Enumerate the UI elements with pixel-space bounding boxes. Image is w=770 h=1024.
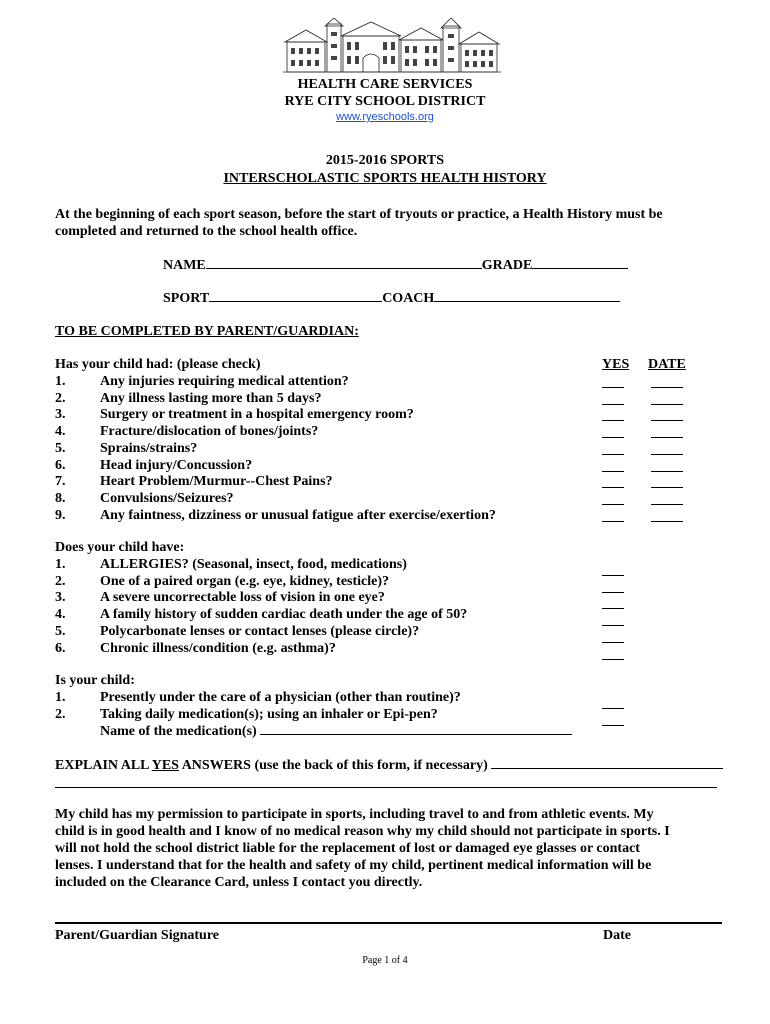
website-link[interactable]: www.ryeschools.org xyxy=(336,111,434,123)
q1-date-field-line[interactable] xyxy=(651,404,683,405)
name-field[interactable] xyxy=(206,256,482,269)
q1-item-number: 8. xyxy=(55,490,66,506)
q1-item-number: 3. xyxy=(55,407,66,423)
q1-yes-checkbox-line[interactable] xyxy=(602,471,624,472)
q1-item-text: Sprains/strains? xyxy=(100,440,198,456)
q2-item-number: 3. xyxy=(55,590,66,606)
q3-item-text: Presently under the care of a physician (other than routine)? xyxy=(100,690,461,705)
intro-line-1: At the beginning of each sport season, before the start of tryouts or practice, a Health History must be xyxy=(55,207,663,222)
coach-field[interactable] xyxy=(434,289,620,302)
q1-yes-checkbox-line[interactable] xyxy=(602,487,624,488)
q2-item-text: Polycarbonate lenses or contact lenses (please circle)? xyxy=(100,623,420,639)
q1-item-text: Any faintness, dizziness or unusual fatigue after exercise/exertion? xyxy=(100,507,496,523)
yes-column-header: YES xyxy=(602,357,630,372)
q1-item-text: Head injury/Concussion? xyxy=(100,457,253,473)
header-title-district: RYE CITY SCHOOL DISTRICT xyxy=(284,94,486,109)
q1-yes-checkbox-line[interactable] xyxy=(602,404,624,405)
parent-signature-label: Parent/Guardian Signature xyxy=(55,928,220,943)
q3-item-number: 1. xyxy=(55,690,66,705)
q2-heading: Does your child have: xyxy=(55,540,185,555)
q1-item-number: 1. xyxy=(55,374,66,389)
year-title: 2015-2016 SPORTS xyxy=(325,153,445,168)
q1-date-field-line[interactable] xyxy=(651,487,683,488)
q2-yes-checkbox-line[interactable] xyxy=(602,608,624,609)
q1-item-number: 5. xyxy=(55,440,66,456)
grade-label: GRADE xyxy=(481,258,533,273)
q2-item-text: One of a paired organ (e.g. eye, kidney, testicle)? xyxy=(100,573,390,589)
q2-yes-checkbox-line[interactable] xyxy=(602,575,624,576)
signature-date-label: Date xyxy=(603,928,631,943)
q2-item-number: 1. xyxy=(55,557,66,572)
permission-line-5: included on the Clearance Card, unless I contact you directly. xyxy=(55,875,423,890)
q1-item-number: 6. xyxy=(55,457,66,473)
q2-item-number: 2. xyxy=(55,573,66,589)
form-title: INTERSCHOLASTIC SPORTS HEALTH HISTORY xyxy=(223,171,547,186)
permission-line-4: lenses. I understand that for the health and safety of my child, pertinent medical information will be xyxy=(55,858,652,873)
q1-yes-checkbox-line[interactable] xyxy=(602,521,624,522)
q2-item-number: 6. xyxy=(55,640,66,656)
q2-yes-checkbox-line[interactable] xyxy=(602,642,624,643)
explain-field[interactable] xyxy=(491,756,723,769)
medication-name-label: Name of the medication(s) xyxy=(100,724,257,739)
q2-yes-checkbox-line[interactable] xyxy=(602,592,624,593)
q1-yes-checkbox-line[interactable] xyxy=(602,504,624,505)
q1-date-field-line[interactable] xyxy=(651,454,683,455)
q1-date-field-line[interactable] xyxy=(651,437,683,438)
explain-suffix: ANSWERS (use the back of this form, if necessary) xyxy=(178,758,488,773)
name-label: NAME xyxy=(163,258,206,273)
q1-date-field-line[interactable] xyxy=(651,471,683,472)
q1-heading: Has your child had: (please check) xyxy=(55,357,261,372)
signature-line[interactable] xyxy=(55,922,722,924)
intro-line-2: completed and returned to the school health office. xyxy=(55,224,358,239)
header-title-health-care: HEALTH CARE SERVICES xyxy=(297,77,473,92)
q2-yes-checkbox-line[interactable] xyxy=(602,625,624,626)
q1-date-field-line[interactable] xyxy=(651,504,683,505)
q3-item-text: Taking daily medication(s); using an inhaler or Epi-pen? xyxy=(100,706,438,722)
grade-field[interactable] xyxy=(532,256,628,269)
q1-item-text: Heart Problem/Murmur--Chest Pains? xyxy=(100,474,333,490)
name-grade-row xyxy=(163,256,628,274)
q1-item-text: Any illness lasting more than 5 days? xyxy=(100,390,322,406)
q1-date-field-line[interactable] xyxy=(651,521,683,522)
medication-name-field[interactable] xyxy=(260,722,572,735)
explain-field-line-2[interactable] xyxy=(55,787,717,788)
coach-label: COACH xyxy=(382,291,435,306)
explain-yes-word: YES xyxy=(151,758,179,773)
q2-item-number: 4. xyxy=(55,607,66,623)
date-column-header: DATE xyxy=(648,357,686,372)
section-parent-heading: TO BE COMPLETED BY PARENT/GUARDIAN: xyxy=(55,324,359,339)
q1-yes-checkbox-line[interactable] xyxy=(602,387,624,388)
sport-label: SPORT xyxy=(163,291,210,306)
q1-item-number: 4. xyxy=(55,424,66,440)
q1-yes-checkbox-line[interactable] xyxy=(602,437,624,438)
q1-item-text: Surgery or treatment in a hospital emergency room? xyxy=(100,407,414,423)
q2-item-text: A severe uncorrectable loss of vision in one eye? xyxy=(100,590,385,606)
q1-yes-checkbox-line[interactable] xyxy=(602,454,624,455)
q3-yes-checkbox-line[interactable] xyxy=(602,708,624,709)
q3-heading: Is your child: xyxy=(55,673,135,688)
q1-date-field-line[interactable] xyxy=(651,387,683,388)
q1-yes-checkbox-line[interactable] xyxy=(602,420,624,421)
q1-item-text: Fracture/dislocation of bones/joints? xyxy=(100,424,319,440)
explain-row xyxy=(55,756,723,774)
explain-prefix: EXPLAIN ALL xyxy=(55,758,152,773)
q3-yes-checkbox-line[interactable] xyxy=(602,725,624,726)
permission-line-1: My child has my permission to participate in sports, including travel to and from athletic events. My xyxy=(55,807,654,822)
school-building-logo xyxy=(283,18,501,74)
q1-item-text: Convulsions/Seizures? xyxy=(100,490,234,506)
q2-yes-checkbox-line[interactable] xyxy=(602,659,624,660)
sport-coach-row xyxy=(163,289,620,307)
q2-item-number: 5. xyxy=(55,623,66,639)
q1-item-text: Any injuries requiring medical attention? xyxy=(100,374,349,389)
permission-line-3: will not hold the school district liable for the replacement of lost or damaged eye glasses or contact xyxy=(55,841,640,856)
q1-date-field-line[interactable] xyxy=(651,420,683,421)
permission-line-2: child is in good health and I know of no medical reason why my child should not participate in sports. I xyxy=(55,824,670,839)
page-number: Page 1 of 4 xyxy=(362,955,408,966)
sport-field[interactable] xyxy=(209,289,382,302)
q3-item-number: 2. xyxy=(55,706,66,722)
q1-item-number: 9. xyxy=(55,507,66,523)
q2-item-text: Chronic illness/condition (e.g. asthma)? xyxy=(100,640,336,656)
medication-row xyxy=(100,722,572,740)
q2-item-text: ALLERGIES? (Seasonal, insect, food, medications) xyxy=(100,557,407,572)
q1-item-number: 2. xyxy=(55,390,66,406)
q2-item-text: A family history of sudden cardiac death under the age of 50? xyxy=(100,607,468,623)
q1-item-number: 7. xyxy=(55,474,66,490)
